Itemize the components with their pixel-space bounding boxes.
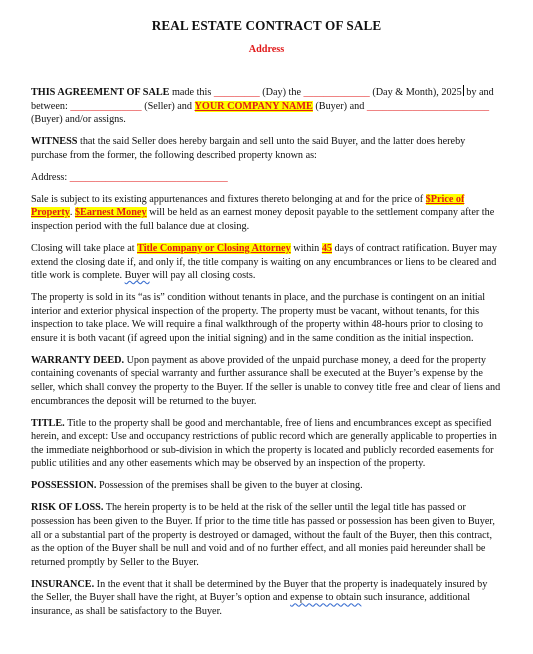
- risk-of-loss-paragraph: RISK OF LOSS. The herein property is to be held at the risk of the seller until the legal title has passed or possession has been given to the Buyer. If prior to the time title has passed or possession has been given to Buyer, all or a substantial part of the property is destroyed or damaged, without the fault of the Buyer, then this contract, as the option of the Buyer shall be null and void and of no further effect, and all monies paid hereunder shall be returned promptly by Seller to the Buyer.: [31, 502, 495, 568]
- company-name-field[interactable]: YOUR COMPANY NAME: [194, 100, 313, 112]
- address-label: Address:: [31, 171, 70, 183]
- title-paragraph: TITLE. Title to the property shall be good and merchantable, free of liens and encumbrances except as specified herein, and except: Use and occupancy restrictions of public record which are generally applicable to properties in the immediate neighborhood or sub-division in which the property is located and publicly recorded easements for public utilities and any other easements which may be observed by an inspection of the property.: [31, 417, 497, 470]
- grammar-underline: expense to obtain: [290, 592, 362, 604]
- buyer-blank[interactable]: ________________________: [366, 100, 490, 112]
- possession-paragraph: POSSESSION. Possession of the premises shall be given to the buyer at closing.: [31, 480, 363, 492]
- spellcheck-word: Buyer: [124, 270, 150, 282]
- witness-paragraph: WITNESS that the said Seller does hereby bargain and sell unto the said Buyer, and the latter does hereby purchase from the former, the following described property known as:: [31, 136, 466, 161]
- closing-days-field[interactable]: 45: [321, 242, 332, 254]
- title-company-field[interactable]: Title Company or Closing Attorney: [137, 242, 291, 254]
- warranty-deed-paragraph: WARRANTY DEED. Upon payment as above provided of the unpaid purchase money, a deed for the property containing covenants of special warranty and further assurance shall be executed at the Buyer’s expense by the seller, which shall convey the property to the Buyer. If the seller is unable to convey title free and clear of liens and encumbrances the deposit will be returned to the buyer.: [31, 354, 501, 407]
- address-blank[interactable]: _______________________________: [69, 171, 228, 183]
- day-blank[interactable]: _________: [213, 87, 260, 98]
- inspection-paragraph: The property is sold in its “as is” condition without tenants in place, and the purchase is contingent on an initial interior and exterior physical inspection of the property. The property must be vacant, without tenants, for this inspection to take place. We will require a final walkthrough of the property within 48-hours prior to closing to ensure it is both vacant (if agreed upon the initial signing) and in the same condition as the initial inspection.: [31, 292, 486, 344]
- address-placeholder[interactable]: Address: [248, 44, 285, 55]
- document-title: REAL ESTATE CONTRACT OF SALE: [151, 18, 382, 33]
- day-month-blank[interactable]: _____________: [303, 87, 370, 98]
- earnest-money-field[interactable]: $Earnest Money: [74, 207, 147, 219]
- agreement-paragraph: THIS AGREEMENT OF SALE made this _________ (Day) the _____________ (Day & Month), 2025 by and between: ______________ (Seller) and YOUR COMPANY NAME (Buyer) and ________________________ (Buyer) and/or assigns.: [31, 87, 494, 126]
- closing-paragraph: Closing will take place at Title Company or Closing Attorney within 45 days of contract ratification. Buyer may extend the closing date if, and only if, the title company is waiting on any encumbrances or liens to be cleared and title work is complete. Buyer will pay all closing costs.: [31, 242, 497, 282]
- contract-body: [31, 85, 501, 627]
- insurance-paragraph: INSURANCE. In the event that it shall be determined by the Buyer that the property is inadequately insured by the Seller, the Buyer shall have the right, at Buyer’s option and expense to obtain such insurance, additional insurance, as shall be satisfactory to the Buyer.: [31, 578, 488, 617]
- price-paragraph: Sale is subject to its existing appurtenances and fixtures thereto belonging at and for the price of $Price of Property. $Earnest Money will be held as an earnest money deposit payable to the settlement company after the inspection period with the full balance due at closing.: [31, 193, 495, 232]
- agreement-lead: THIS AGREEMENT OF SALE: [31, 87, 170, 98]
- address-line: [31, 171, 501, 185]
- seller-blank[interactable]: ______________: [70, 100, 142, 112]
- price-field[interactable]: $Price of Property: [31, 193, 465, 219]
